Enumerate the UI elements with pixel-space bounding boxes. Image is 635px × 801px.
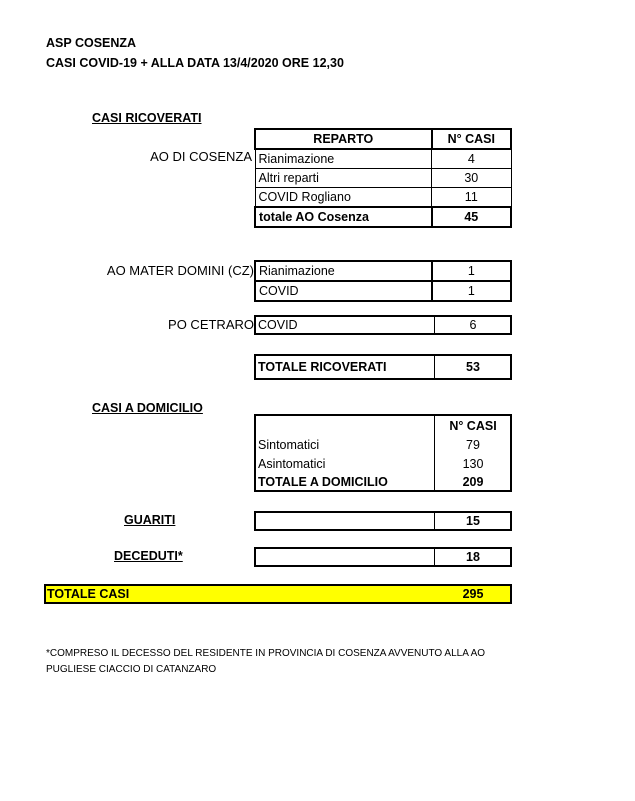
cell-total-value: 45 bbox=[432, 207, 511, 227]
col-header-casi: N° CASI bbox=[432, 129, 511, 149]
footnote-line-1: *COMPRESO IL DECESSO DEL RESIDENTE IN PROVINCIA DI COSENZA AVVENUTO ALLA AO bbox=[46, 648, 486, 659]
deceduti-value: 18 bbox=[466, 550, 480, 564]
cell-casi: 30 bbox=[432, 169, 511, 188]
col-header-reparto: REPARTO bbox=[255, 129, 432, 149]
table-row bbox=[255, 169, 511, 188]
cell-casi: 1 bbox=[432, 281, 511, 301]
section-title-domicilio: CASI A DOMICILIO bbox=[92, 401, 203, 415]
col-header-casi: N° CASI bbox=[449, 419, 497, 433]
table-ao-cosenza bbox=[254, 128, 512, 228]
row-deceduti bbox=[254, 547, 512, 567]
cell-reparto: Altri reparti bbox=[255, 169, 432, 188]
label-ao-mater-domini: AO MATER DOMINI (CZ) bbox=[106, 263, 254, 278]
table-row bbox=[255, 261, 511, 281]
document-subtitle: CASI COVID-19 + ALLA DATA 13/4/2020 ORE 12,30 bbox=[46, 56, 344, 70]
cell-reparto: Rianimazione bbox=[255, 149, 432, 169]
cell-total-label: totale AO Cosenza bbox=[255, 207, 432, 227]
guariti-value: 15 bbox=[466, 514, 480, 528]
cell-casi: 11 bbox=[432, 188, 511, 208]
table-ao-mater-domini bbox=[254, 260, 512, 302]
row-totale-casi bbox=[44, 584, 512, 604]
table-header-row bbox=[255, 129, 511, 149]
totale-ricoverati-value: 53 bbox=[466, 360, 480, 374]
table-row bbox=[255, 281, 511, 301]
row-po-cetraro bbox=[254, 315, 512, 335]
total-label: TOTALE A DOMICILIO bbox=[258, 475, 388, 489]
label-ao-cosenza: AO DI COSENZA bbox=[150, 149, 252, 164]
totale-casi-label: TOTALE CASI bbox=[47, 587, 130, 601]
cell-reparto: COVID bbox=[255, 281, 432, 301]
total-value: 209 bbox=[462, 475, 484, 489]
table-total-row bbox=[255, 207, 511, 227]
section-title-ricoverati: CASI RICOVERATI bbox=[92, 111, 202, 125]
label-guariti: GUARITI bbox=[124, 513, 176, 527]
cell-reparto: COVID Rogliano bbox=[255, 188, 432, 208]
cell-label: Sintomatici bbox=[258, 438, 320, 452]
footnote-line-2: PUGLIESE CIACCIO DI CATANZARO bbox=[46, 664, 217, 675]
document-title: ASP COSENZA bbox=[46, 36, 137, 50]
totale-casi-value: 295 bbox=[462, 587, 484, 601]
cell-label: Asintomatici bbox=[258, 457, 326, 471]
totale-ricoverati-label: TOTALE RICOVERATI bbox=[258, 360, 387, 374]
row-totale-ricoverati bbox=[254, 354, 512, 380]
cell-casi: 79 bbox=[466, 438, 480, 452]
label-deceduti: DECEDUTI* bbox=[114, 549, 183, 563]
cell-casi: 130 bbox=[462, 457, 484, 471]
table-domicilio bbox=[254, 414, 512, 492]
row-guariti bbox=[254, 511, 512, 531]
label-po-cetraro: PO CETRARO bbox=[168, 317, 254, 332]
table-row bbox=[255, 188, 511, 208]
table-row bbox=[255, 149, 511, 169]
cell-casi: 1 bbox=[432, 261, 511, 281]
cell-casi: 4 bbox=[432, 149, 511, 169]
cell-reparto: Rianimazione bbox=[255, 261, 432, 281]
cell-casi: 6 bbox=[469, 318, 477, 332]
cell-reparto: COVID bbox=[258, 318, 298, 332]
